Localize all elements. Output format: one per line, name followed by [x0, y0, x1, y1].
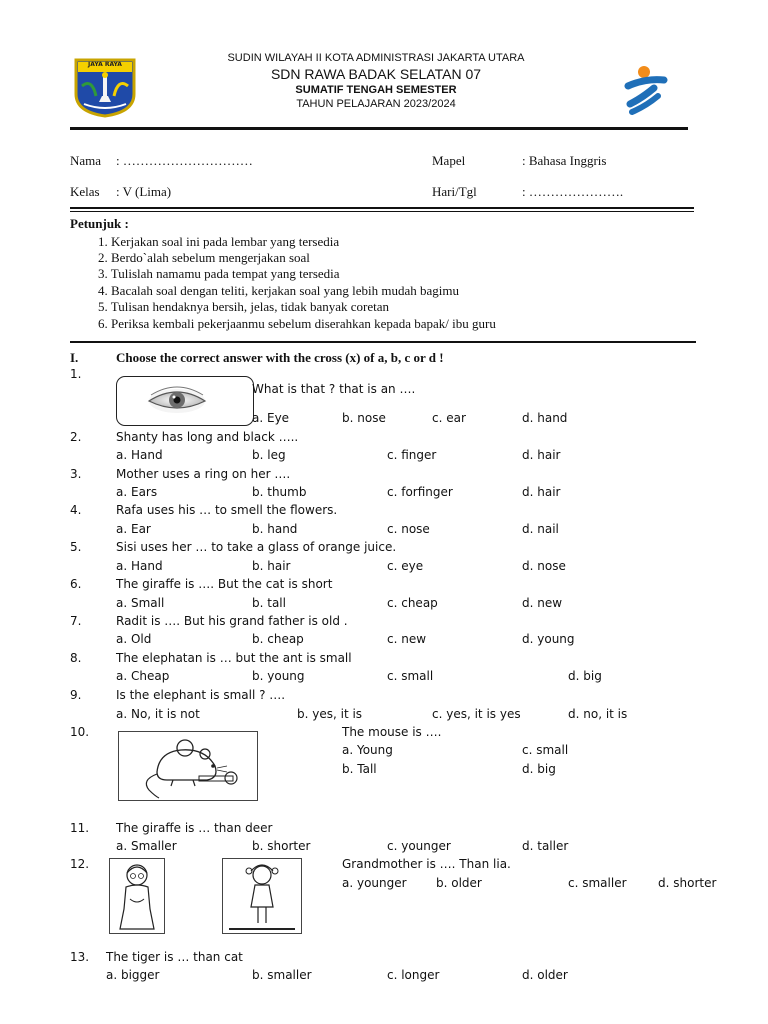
question-text: Is the elephant is small ? ….: [116, 688, 286, 702]
hari-label: Hari/Tgl: [432, 184, 477, 199]
option-d[interactable]: d. nail: [522, 522, 559, 536]
option-c[interactable]: c. forfinger: [387, 485, 453, 499]
question-text: The mouse is ….: [342, 725, 442, 739]
option-d[interactable]: d. hair: [522, 485, 561, 499]
option-b[interactable]: b. thumb: [252, 485, 307, 499]
option-d[interactable]: d. taller: [522, 839, 569, 853]
option-a[interactable]: a. Small: [116, 596, 165, 610]
option-b[interactable]: b. hand: [252, 522, 298, 536]
option-c[interactable]: c. finger: [387, 448, 437, 462]
girl-icon: [223, 859, 301, 933]
question-number: 2.: [70, 430, 82, 444]
question-number: 7.: [70, 614, 82, 628]
question-number: 11.: [70, 821, 90, 835]
option-d[interactable]: d. big: [522, 762, 556, 776]
question-text: The tiger is … than cat: [106, 950, 243, 964]
question-text: What is that ? that is an ….: [252, 382, 416, 396]
school-name: SDN RAWA BADAK SELATAN 07: [270, 66, 482, 82]
option-a[interactable]: a. Smaller: [116, 839, 177, 853]
option-a[interactable]: a. Old: [116, 632, 152, 646]
question-number: 8.: [70, 651, 82, 665]
section-number: I.: [70, 350, 79, 365]
option-a[interactable]: a. No, it is not: [116, 707, 200, 721]
petunjuk-item: 4. Bacalah soal dengan teliti, kerjakan soal yang lebih mudah bagimu: [98, 283, 460, 298]
option-b[interactable]: b. shorter: [252, 839, 311, 853]
question-number: 4.: [70, 503, 82, 517]
grandmother-picture: [109, 858, 165, 934]
section-title: Choose the correct answer with the cross (x) of a, b, c or d !: [116, 350, 444, 365]
question-text: Mother uses a ring on her ….: [116, 467, 291, 481]
option-c[interactable]: c. small: [387, 669, 434, 683]
question-number: 10.: [70, 725, 90, 739]
option-b[interactable]: b. cheap: [252, 632, 304, 646]
petunjuk-item: 3. Tulislah namamu pada tempat yang tersedia: [98, 266, 340, 281]
figure-logo-icon: [622, 62, 670, 118]
option-d[interactable]: d. hair: [522, 448, 561, 462]
option-d[interactable]: d. young: [522, 632, 575, 646]
identity-divider-2: [70, 211, 694, 212]
mapel-value: : Bahasa Inggris: [522, 153, 607, 168]
petunjuk-item: 2. Berdo`alah sebelum mengerjakan soal: [98, 250, 310, 265]
option-b[interactable]: b. smaller: [252, 968, 312, 982]
option-b[interactable]: b. young: [252, 669, 305, 683]
option-a[interactable]: a. younger: [342, 876, 407, 890]
option-d[interactable]: d. big: [568, 669, 602, 683]
kelas-value: : V (Lima): [116, 184, 172, 199]
option-c[interactable]: c. smaller: [568, 876, 627, 890]
option-a[interactable]: a. Young: [342, 743, 393, 757]
option-a[interactable]: a. Ear: [116, 522, 151, 536]
question-text: The giraffe is … than deer: [116, 821, 273, 835]
eye-picture-frame: [116, 376, 254, 426]
mapel-label: Mapel: [432, 153, 466, 168]
option-c[interactable]: c. ear: [432, 411, 466, 425]
question-text: Shanty has long and black …..: [116, 430, 299, 444]
question-number: 1.: [70, 367, 82, 381]
nama-field[interactable]: : …………………………: [116, 153, 253, 168]
option-a[interactable]: a. Eye: [252, 411, 290, 425]
option-d[interactable]: d. shorter: [658, 876, 717, 890]
option-b[interactable]: b. hair: [252, 559, 291, 573]
logo-text: JAYA RAYA: [88, 61, 122, 68]
identity-divider-1: [70, 207, 694, 209]
option-a[interactable]: a. Hand: [116, 448, 163, 462]
question-number: 13.: [70, 950, 90, 964]
question-number: 3.: [70, 467, 82, 481]
option-a[interactable]: a. Ears: [116, 485, 158, 499]
option-c[interactable]: c. longer: [387, 968, 440, 982]
petunjuk-title: Petunjuk :: [70, 216, 129, 231]
petunjuk-divider: [70, 341, 696, 343]
option-d[interactable]: d. no, it is: [568, 707, 628, 721]
petunjuk-item: 6. Periksa kembali pekerjaanmu sebelum diserahkan kepada bapak/ ibu guru: [98, 316, 496, 331]
eye-icon: [117, 377, 253, 425]
option-a[interactable]: a. Hand: [116, 559, 163, 573]
option-b[interactable]: b. older: [436, 876, 482, 890]
option-a[interactable]: a. Cheap: [116, 669, 170, 683]
kelas-label: Kelas: [70, 184, 100, 199]
petunjuk-item: 1. Kerjakan soal ini pada lembar yang tersedia: [98, 234, 340, 249]
academic-year: TAHUN PELAJARAN 2023/2024: [296, 98, 456, 110]
question-number: 6.: [70, 577, 82, 591]
header-line-agency: SUDIN WILAYAH II KOTA ADMINISTRASI JAKARTA UTARA: [227, 52, 525, 64]
option-c[interactable]: c. eye: [387, 559, 424, 573]
question-text: Grandmother is …. Than lia.: [342, 857, 511, 871]
girl-picture: [222, 858, 302, 934]
question-number: 12.: [70, 857, 90, 871]
header-divider: [70, 127, 688, 130]
option-b[interactable]: b. Tall: [342, 762, 377, 776]
question-number: 5.: [70, 540, 82, 554]
option-b[interactable]: b. leg: [252, 448, 286, 462]
option-c[interactable]: c. cheap: [387, 596, 438, 610]
jakarta-logo: [72, 56, 138, 118]
question-text: Radit is …. But his grand father is old .: [116, 614, 348, 628]
question-number: 9.: [70, 688, 82, 702]
option-b[interactable]: b. yes, it is: [297, 707, 363, 721]
option-b[interactable]: b. nose: [342, 411, 386, 425]
option-d[interactable]: d. older: [522, 968, 568, 982]
ministry-logo: [622, 62, 670, 118]
option-c[interactable]: c. younger: [387, 839, 451, 853]
question-text: Rafa uses his … to smell the flowers.: [116, 503, 338, 517]
question-text: Sisi uses her … to take a glass of orange juice.: [116, 540, 397, 554]
option-c[interactable]: c. new: [387, 632, 427, 646]
option-a[interactable]: a. bigger: [106, 968, 160, 982]
question-text: The elephatan is … but the ant is small: [116, 651, 352, 665]
nama-label: Nama: [70, 153, 102, 168]
grandmother-icon: [110, 859, 164, 933]
petunjuk-item: 5. Tulisan hendaknya bersih, jelas, tidak banyak coretan: [98, 299, 389, 314]
question-text: The giraffe is …. But the cat is short: [116, 577, 333, 591]
option-b[interactable]: b. tall: [252, 596, 286, 610]
hari-field[interactable]: : ………………….: [522, 184, 624, 199]
option-d[interactable]: d. new: [522, 596, 563, 610]
option-c[interactable]: c. nose: [387, 522, 430, 536]
option-d[interactable]: d. nose: [522, 559, 566, 573]
option-c[interactable]: c. yes, it is yes: [432, 707, 521, 721]
exam-title: SUMATIF TENGAH SEMESTER: [295, 84, 457, 96]
mouse-icon: [119, 732, 257, 800]
option-c[interactable]: c. small: [522, 743, 569, 757]
option-d[interactable]: d. hand: [522, 411, 568, 425]
mouse-picture: [118, 731, 258, 801]
